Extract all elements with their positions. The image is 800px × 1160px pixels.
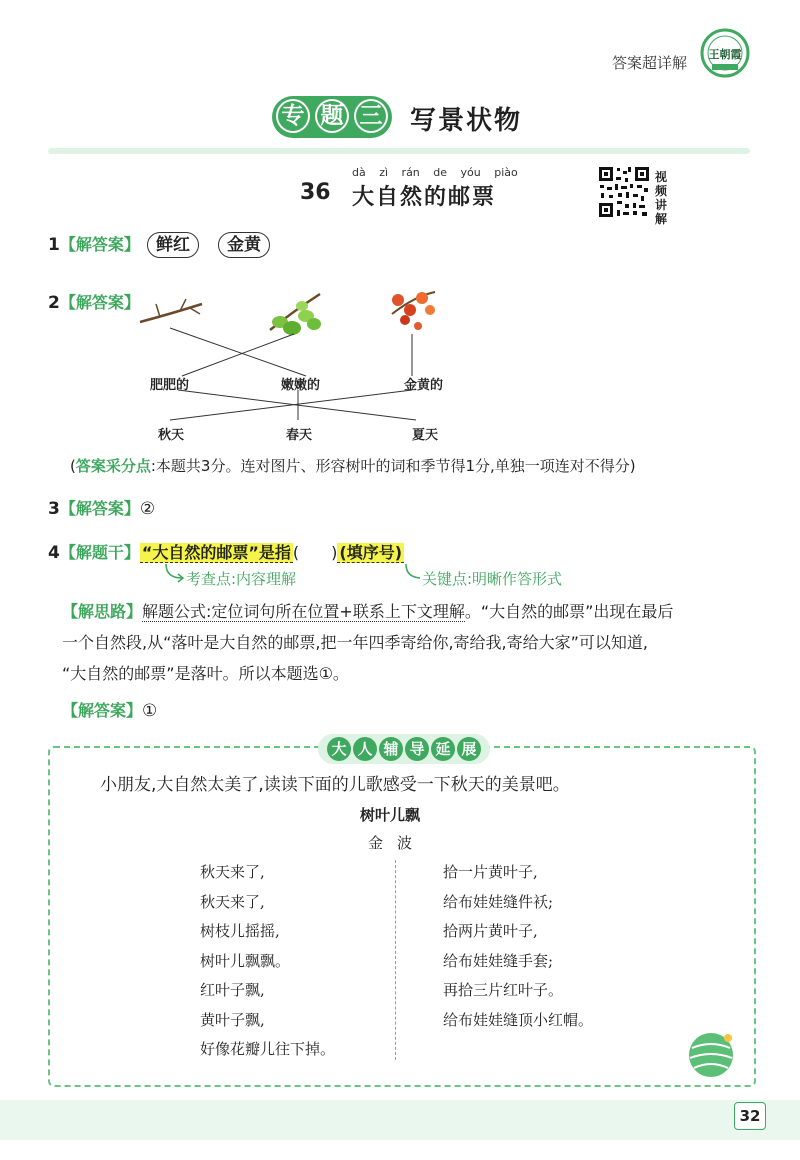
lesson-pinyin: dà zì rán de yóu piào: [352, 166, 518, 179]
video-label-char: 解: [655, 212, 668, 226]
poem-line: 拾一片黄叶子,: [443, 863, 538, 881]
answer-word: 金黄: [218, 232, 270, 258]
autumn-leaf-branch-icon: [392, 292, 435, 330]
answer-tag: 【解答案】: [62, 701, 143, 720]
svg-text:王朝霞: 王朝霞: [708, 48, 742, 61]
poem-line: 树枝儿摇摇,: [200, 922, 280, 940]
poem-line: 给布娃娃缝顶小红帽。: [443, 1010, 594, 1029]
score-note-text: :本题共3分。连对图片、形容树叶的词和季节得1分,单独一项连对不得分): [150, 457, 636, 475]
extension-title: [318, 734, 490, 764]
adjective-label: 金黄的: [404, 378, 444, 393]
qr-code-icon[interactable]: [597, 165, 651, 219]
poem-line: 拾两片黄叶子,: [443, 922, 538, 940]
stem-blank: ( ): [292, 543, 338, 562]
video-label-char: 视: [655, 170, 668, 184]
bare-branch-icon: [140, 299, 202, 322]
poem-left-column: [200, 858, 335, 1065]
poem-line: 给布娃娃缝手套;: [443, 951, 554, 970]
adjective-label: 嫩嫩的: [281, 378, 321, 393]
extension-title-char: 展: [457, 737, 481, 761]
poem-right-column: [443, 858, 593, 1035]
poem-line: 好像花瓣儿往下掉。: [200, 1040, 336, 1058]
formula-text: 解题公式:定位词句所在位置+联系上下文理解: [142, 602, 465, 621]
answer-tag: 【解答案】: [59, 235, 140, 254]
question-number: 1: [48, 235, 60, 255]
topic-char: 三: [354, 99, 388, 133]
question-3: [48, 496, 155, 519]
thinking-paragraph: [62, 596, 752, 689]
brand-logo-icon: [700, 28, 750, 78]
poem-line: 秋天来了,: [200, 863, 265, 881]
explain-line-3: “大自然的邮票”是落叶。所以本题选①。: [62, 664, 349, 683]
stem-tag: 【解题干】: [59, 543, 140, 562]
extension-title-char: 人: [353, 737, 377, 761]
score-note: (答案采分点:本题共3分。连对图片、形容树叶的词和季节得1分,单独一项连对不得分): [70, 457, 636, 475]
lesson-title: 大自然的邮票: [352, 185, 497, 210]
header-divider: [48, 148, 750, 154]
footer-band: [0, 1100, 800, 1140]
question-2-label: [48, 290, 140, 313]
decorative-ball-icon: [686, 1030, 736, 1080]
poem-divider: [395, 860, 396, 1060]
question-4-answer: [62, 698, 157, 721]
video-label-char: 讲: [655, 198, 668, 212]
answer-value: ②: [139, 499, 156, 519]
topic-title: 写景状物: [410, 106, 523, 136]
green-leaf-branch-icon: [270, 294, 321, 335]
poem-line: 给布娃娃缝件袄;: [443, 892, 554, 911]
question-number: 4: [48, 543, 60, 563]
poem-line: 秋天来了,: [200, 892, 265, 911]
hint-key-point: 关键点:明晰作答形式: [422, 570, 563, 588]
thinking-tag: 【解思路】: [62, 602, 143, 621]
extension-box: [48, 746, 756, 1087]
poem-title: 树叶儿飘: [360, 806, 421, 824]
adjective-label: 肥肥的: [150, 378, 190, 393]
topic-char: 题: [315, 99, 349, 133]
answer-word: 鲜红: [147, 232, 199, 258]
season-label: 夏天: [412, 428, 439, 443]
lesson-number: 36: [300, 180, 331, 205]
answer-detail-label: 答案超详解: [612, 54, 688, 72]
poem-line: 再拾三片红叶子。: [443, 981, 564, 999]
explain-line-1: 。“大自然的邮票”出现在最后: [464, 602, 674, 621]
answer-tag: 【解答案】: [59, 293, 140, 312]
answer-tag: 【解答案】: [59, 499, 140, 518]
video-explain-label: [655, 170, 669, 226]
poem-author: 金波: [368, 834, 427, 852]
explain-line-2: 一个自然段,从“落叶是大自然的邮票,把一年四季寄给你,寄给我,寄给大家”可以知道,: [62, 633, 649, 652]
extension-title-char: 导: [405, 737, 429, 761]
score-note-label: 答案采分点: [75, 457, 151, 475]
stem-highlight: “大自然的邮票”是指: [141, 543, 291, 562]
question-4-stem: [48, 540, 404, 563]
answer-value: ①: [142, 701, 158, 721]
topic-badge: [272, 96, 392, 138]
extension-intro: 小朋友,大自然太美了,读读下面的儿歌感受一下秋天的美景吧。: [100, 775, 570, 795]
video-label-char: 频: [655, 184, 668, 198]
poem-line: 黄叶子飘,: [200, 1010, 265, 1029]
question-1: [48, 230, 270, 255]
poem-line: 红叶子飘,: [200, 981, 265, 999]
question-number: 2: [48, 293, 60, 313]
extension-title-char: 辅: [379, 737, 403, 761]
hint-examine-point: 考查点:内容理解: [186, 570, 297, 588]
extension-title-char: 延: [431, 737, 455, 761]
extension-title-char: 大: [327, 737, 351, 761]
topic-char: 专: [276, 99, 310, 133]
season-label: 秋天: [158, 428, 185, 443]
poem-line: 树叶儿飘飘。: [200, 951, 291, 970]
page-number: 32: [734, 1102, 766, 1130]
season-label: 春天: [286, 428, 313, 443]
stem-note: (填序号): [339, 543, 403, 562]
question-number: 3: [48, 499, 60, 519]
